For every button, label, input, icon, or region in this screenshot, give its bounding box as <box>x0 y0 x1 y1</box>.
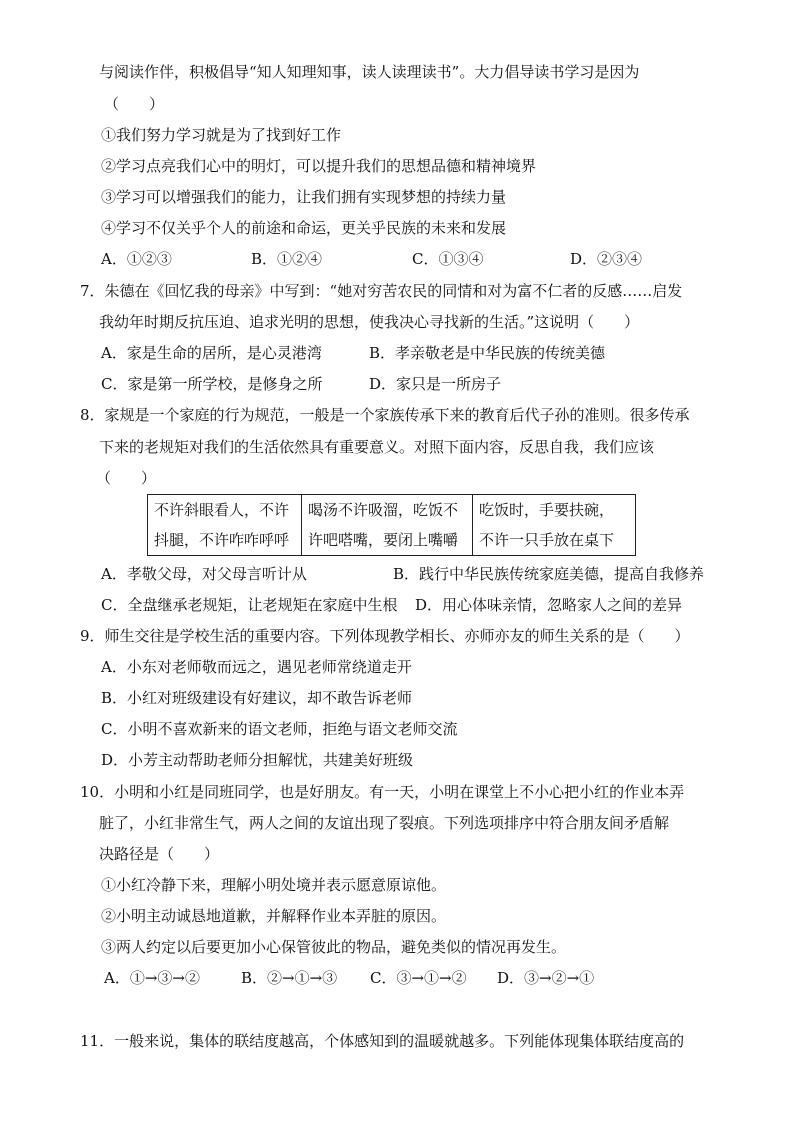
q9-option-b: B．小红对班级建设有好建议，却不敢告诉老师 <box>101 689 413 707</box>
q9-option-c: C．小明不喜欢新来的语文老师，拒绝与语文老师交流 <box>101 720 458 738</box>
q6-option-d: D．②③④ <box>570 250 643 268</box>
q10-stem-line2: 脏了，小红非常生气，两人之间的友谊出现了裂痕。下列选项排序中符合朋友间矛盾解 <box>99 814 670 832</box>
q8-stem-line1: 8．家规是一个家庭的行为规范，一般是一个家族传承下来的教育后代子孙的准则。很多传承 <box>80 406 690 424</box>
rules-cell-3-line2: 不许一只手放在桌下 <box>479 531 615 549</box>
family-rules-table <box>147 494 636 556</box>
rules-cell-2-line2: 许吧嗒嘴，要闭上嘴嚼 <box>308 531 459 549</box>
q6-item-2: ②学习点亮我们心中的明灯，可以提升我们的思想品德和精神境界 <box>101 157 537 175</box>
q6-item-4: ④学习不仅关乎个人的前途和命运，更关乎民族的未来和发展 <box>101 219 507 237</box>
q8-stem-line2: 下来的老规矩对我们的生活依然具有重要意义。对照下面内容，反思自我，我们应该 <box>99 438 655 456</box>
q6-option-c: C．①③④ <box>412 250 484 268</box>
q8-option-d: D．用心体味亲情，忽略家人之间的差异 <box>415 596 683 614</box>
q7-stem-line1: 7．朱德在《回忆我的母亲》中写到：“她对穷苦农民的同情和对为富不仁者的反感……启发 <box>80 282 683 300</box>
q10-option-b: B．②→①→③ <box>241 969 338 987</box>
q10-item-1: ①小红冷静下来，理解小明处境并表示愿意原谅他。 <box>101 876 447 894</box>
q9-option-a: A．小东对老师敬而远之，遇见老师常绕道走开 <box>101 658 412 676</box>
rules-cell-2-line1: 喝汤不许吸溜，吃饭不 <box>308 501 459 519</box>
q8-option-b: B．践行中华民族传统家庭美德，提高自我修养 <box>393 565 705 583</box>
q6-option-a: A．①②③ <box>101 250 172 268</box>
q7-option-a: A．家是生命的居所，是心灵港湾 <box>101 344 322 362</box>
q7-option-d: D．家只是一所房子 <box>369 375 502 393</box>
rules-cell-1 <box>148 495 302 556</box>
rules-cell-1-line2: 抖腿，不许咋咋呼呼 <box>154 531 290 549</box>
q6-item-1: ①我们努力学习就是为了找到好工作 <box>101 126 342 144</box>
rules-cell-3-line1: 吃饭时，手要扶碗， <box>479 501 615 519</box>
q7-stem-line2: 我幼年时期反抗压迫、追求光明的思想，使我决心寻找新的生活。”这说明（ ） <box>99 313 640 331</box>
q9-stem: 9．师生交往是学校生活的重要内容。下列体现教学相长、亦师亦友的师生关系的是（ ） <box>80 627 690 645</box>
rules-cell-1-line1: 不许斜眼看人，不许 <box>154 501 290 519</box>
q10-option-d: D．③→②→① <box>497 969 595 987</box>
q10-item-2: ②小明主动诚恳地道歉，并解释作业本弄脏的原因。 <box>101 907 447 925</box>
q11-stem-line1: 11．一般来说，集体的联结度越高，个体感知到的温暖就越多。下列能体现集体联结度高的 <box>80 1032 685 1050</box>
q7-option-b: B．孝亲敬老是中华民族的传统美德 <box>369 344 606 362</box>
q8-answer-bracket: （ ） <box>96 469 157 487</box>
q6-text-cont: 与阅读作伴，积极倡导“知人知理知事，读人读理读书”。大力倡导读书学习是因为 <box>99 63 640 81</box>
q10-option-c: C．③→①→② <box>370 969 467 987</box>
q10-stem-line1: 10．小明和小红是同班同学，也是好朋友。有一天，小明在课堂上不小心把小红的作业本弄 <box>80 783 685 801</box>
q8-option-c: C．全盘继承老规矩，让老规矩在家庭中生根 <box>101 596 398 614</box>
q6-answer-bracket: （ ） <box>104 95 165 113</box>
q7-option-c: C．家是第一所学校，是修身之所 <box>101 375 323 393</box>
q9-option-d: D．小芳主动帮助老师分担解忧，共建美好班级 <box>101 751 414 769</box>
q10-stem-line3: 决路径是（ ） <box>99 845 220 863</box>
rules-cell-3 <box>473 495 636 556</box>
q6-option-b: B．①②④ <box>251 250 323 268</box>
q6-item-3: ③学习可以增强我们的能力，让我们拥有实现梦想的持续力量 <box>101 188 507 206</box>
q10-item-3: ③两人约定以后要更加小心保管彼此的物品，避免类似的情况再发生。 <box>101 938 567 956</box>
rules-cell-2 <box>302 495 473 556</box>
q8-option-a: A．孝敬父母，对父母言听计从 <box>101 565 307 583</box>
q10-option-a: A．①→③→② <box>104 969 200 987</box>
